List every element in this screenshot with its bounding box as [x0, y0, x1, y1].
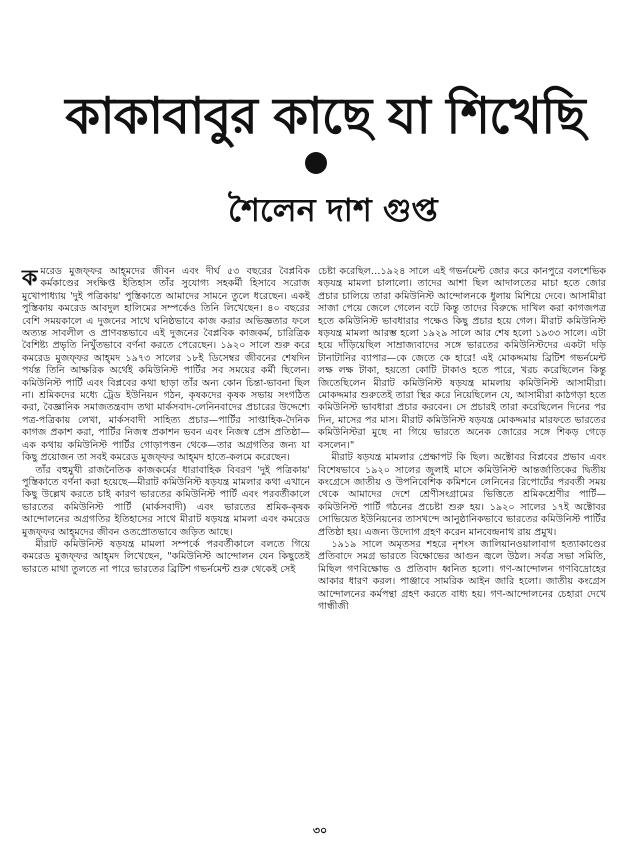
ornament-dot-icon	[305, 152, 327, 174]
page-number: ৩০	[312, 824, 328, 837]
article-title: কাকাবাবুর কাছে যা শিখেছি	[65, 87, 585, 145]
right-column	[318, 266, 606, 613]
left-column	[22, 266, 310, 576]
paragraph: চেষ্টা করেছিল…১৯২৪ সালে এই গভর্নমেন্ট জোর করে কানপুরে বলশেভিক ষড়যন্ত্র মামলা চালালো। তাদের আশা ছিল আদালতের মাচা হতে জোর প্রচার চালিয়ে তারা কমিউনিস্ট আন্দোলনকে ধুলায় মিশিয়ে দেবে। আসামীরা সাজা পেয়ে জেলে গেলেন বটে কিন্তু তাদের বিরুদ্ধে দাখিল করা কাগজপত্র হতে কমিউনিস্ট ভাবধারার পক্ষেও কিছু প্রচার হয়ে গেল। মীরাট কমিউনিস্ট ষড়যন্ত্র মামলা আরম্ভ হলো ১৯২৯ সালে আর শেষ হলো ১৯৩৩ সালে। এটা হয়ে দাঁড়িয়েছিল সাম্রাজ্যবাদের সঙ্গে ভারতের কমিউনিস্টদের একটা দড়ি টানাটানির ব্যাপার—কে জেতে কে হারে! এই মোকদ্দমায় ব্রিটিশ গভর্নমেন্ট লক্ষ লক্ষ টাকা, হয়তো কোটি টাকাও হতে পারে, খরচ করেছিলেন কিন্তু জিতেছিলেন মীরাট কমিউনিস্ট ষড়যন্ত্র মামলায় কমিউনিস্ট আসামীরা। মোকদ্দমার শুরুতেই তারা স্থির করে নিয়েছিলেন যে, আসামীরা কাঠগড়া হতে কমিউনিস্ট ভাবধারা প্রচার করবেন। সে প্রচারই তারা করেছিলেন দিনের পর দিন, মাসের পর মাস। মীরাট কমিউনিস্ট ষড়যন্ত্র মোকদ্দমার মারফতে ভারতের কমিউনিস্টরা মুছে না গিয়ে ভারতে অনেক জোরের সঙ্গে শিকড় গেড়ে বসলেন।"	[318, 266, 606, 451]
paragraph: ১৯১৯ সালে অমৃতসর শহরে নৃশংস জালিয়ানওয়ালাবাগ হত্যাকাণ্ডের প্রতিবাদে সমগ্র ভারতে বিক্ষোভের আগুন জ্বলে উঠল। সর্বত্র সভা সমিতি, মিছিল গণবিক্ষোভ ও প্রতিবাদ ধ্বনিত হলো। গণ-আন্দোলন গণবিদ্রোহের আকার ধারণ করল। পাঞ্জাবে সামরিক আইন জারি হলো। জাতীয় কংগ্রেস আন্দোলনের কর্মপন্থা গ্রহণ করতে বাধ্য হয়। গণ-আন্দোলনের চেহারা দেখে গান্ধীজী	[318, 538, 606, 612]
paragraph: মীরাট ষড়যন্ত্র মামলার প্রেক্ষাপট কি ছিল। অক্টোবর বিপ্লবের প্রভাব এবং বিশেষভাবে ১৯২০ সালের জুলাই মাসে কমিউনিস্ট আন্তর্জাতিকের দ্বিতীয় কংগ্রেসে জাতীয় ও উপনিবেশিক কমিশনে লেনিনের রিপোর্টের পরবর্তী সময় থেকে আমাদের দেশে শ্রেণীসংগ্রামের ভিত্তিতে শ্রমিকশ্রেণীর পার্টি—কমিউনিস্ট পার্টি গঠনের প্রচেষ্টা শুরু হয়। ১৯২০ সালের ১৭ই অক্টোবর সোভিয়েত ইউনিয়নের তাসখন্দে আনুষ্ঠানিকভাবে ভারতের কমিউনিস্ট পার্টির প্রতিষ্ঠা হয়। এজন্য উদ্যোগ গ্রহণ করেন মানবেন্দ্রনাথ রায় প্রমুখ।	[318, 452, 606, 538]
author-name: শৈলেন দাশ গুপ্ত	[228, 191, 438, 229]
paragraph: মীরাট কমিউনিস্ট ষড়যন্ত্র মামলা সম্পর্কে পরবর্তীকালে বলতে গিয়ে কমরেড মুজফ্‌ফর আহ্‌মদ লিখেছেন, "কমিউনিস্ট আন্দোলন যেন কিছুতেই ভারতে মাথা তুলতে না পারে ভারতের ব্রিটিশ গভর্নমেন্ট শুরু থেকেই সেই	[22, 538, 310, 575]
paragraph	[22, 266, 310, 465]
paragraph: তাঁর বহুমুখী রাজনৈতিক কাজকর্মের ধারাবাহিক বিবরণ 'দুই পত্রিকায়' পুস্তিকাতে বর্ণনা করা হয়েছে—মীরাট কমিউনিস্ট ষড়যন্ত্র মামলার কথা এখানে কিছু উল্লেখ করতে চাই কারণ ভারতের কমিউনিস্ট পার্টি এবং পরবর্তীকালে ভারতের কমিউনিস্ট পার্টি (মার্কসবাদী) এবং ভারতের শ্রমিক-কৃষক আন্দোলনের অগ্রগতির ইতিহাসের সাথে মীরাট ষড়যন্ত্র মামলা এবং কমরেড মুজফ্‌ফর আহ্‌মদের জীবন ওতপ্রোতভাবে জড়িত আছে।	[22, 464, 310, 538]
drop-cap: ক	[22, 265, 38, 291]
paragraph-text: মরেড মুজফ্‌ফর আহ্‌মদের জীবন এবং দীর্ঘ ৫৩ বছরের বৈপ্লবিক কর্মকাণ্ডের সংক্ষিপ্ত ইতিহাস তাঁর সুযোগ্য সহকর্মী হিসাবে সরোজ মুখোপাধ্যায় 'দুই পত্রিকায়' পুস্তিকাতে আমাদের সামনে তুলে ধরেছেন। একই পুস্তিকায় কমরেড আবদুল হালিমের সম্পর্কেও তিনি লিখেছেন। ৪০ বছরের বেশি সময়কালে এ দুজনের সাথে ঘনিষ্ঠভাবে কাজ করার অভিজ্ঞতার ফলে অত্যন্ত সাবলীল ও প্রাণবন্তভাবে এই দুজনের বৈপ্লবিক কাজকর্ম, চারিত্রিক বৈশিষ্ট্য প্রভৃতি নিখুঁতভাবে বর্ণনা করতে পেরেছেন। ১৯২০ সালে শুরু করে কমরেড মুজফ্‌ফর আহ্‌মদ ১৯৭৩ সালের ১৮ই ডিসেম্বর জীবনের শেষদিন পর্যন্ত তিনি আক্ষরিক অর্থেই কমিউনিস্ট পার্টির সব সময়ের কর্মী ছিলেন। কমিউনিস্ট পার্টি এবং বিপ্লবের কথা ছাড়া তাঁর অন্য কোন চিন্তা-ভাবনা ছিল না। শ্রমিকদের মধ্যে ট্রেড ইউনিয়ন গঠন, কৃষকদের কৃষক সভায় সংগঠিত করা, বৈজ্ঞানিক সমাজতন্ত্রবাদ তথা মার্কসবাদ-লেনিনবাদের প্রচারের উদ্দেশ্যে পত্র-পত্রিকায় লেখা, মার্কসবাদী সাহিত্য প্রচার—পার্টির সাপ্তাহিক-দৈনিক কাগজ প্রকাশ করা, পার্টির নিজস্ব প্রকাশন ভবন এবং নিজস্ব প্রেস প্রতিষ্ঠা—এক কথায় কমিউনিস্ট পার্টির গোড়াপত্তন থেকে—তার অগ্রগতির জন্য যা কিছু প্রয়োজন তা সবই কমরেড মুজফ্‌ফর আহ্‌মদ হাতে-কলমে করেছেন।	[22, 266, 310, 464]
